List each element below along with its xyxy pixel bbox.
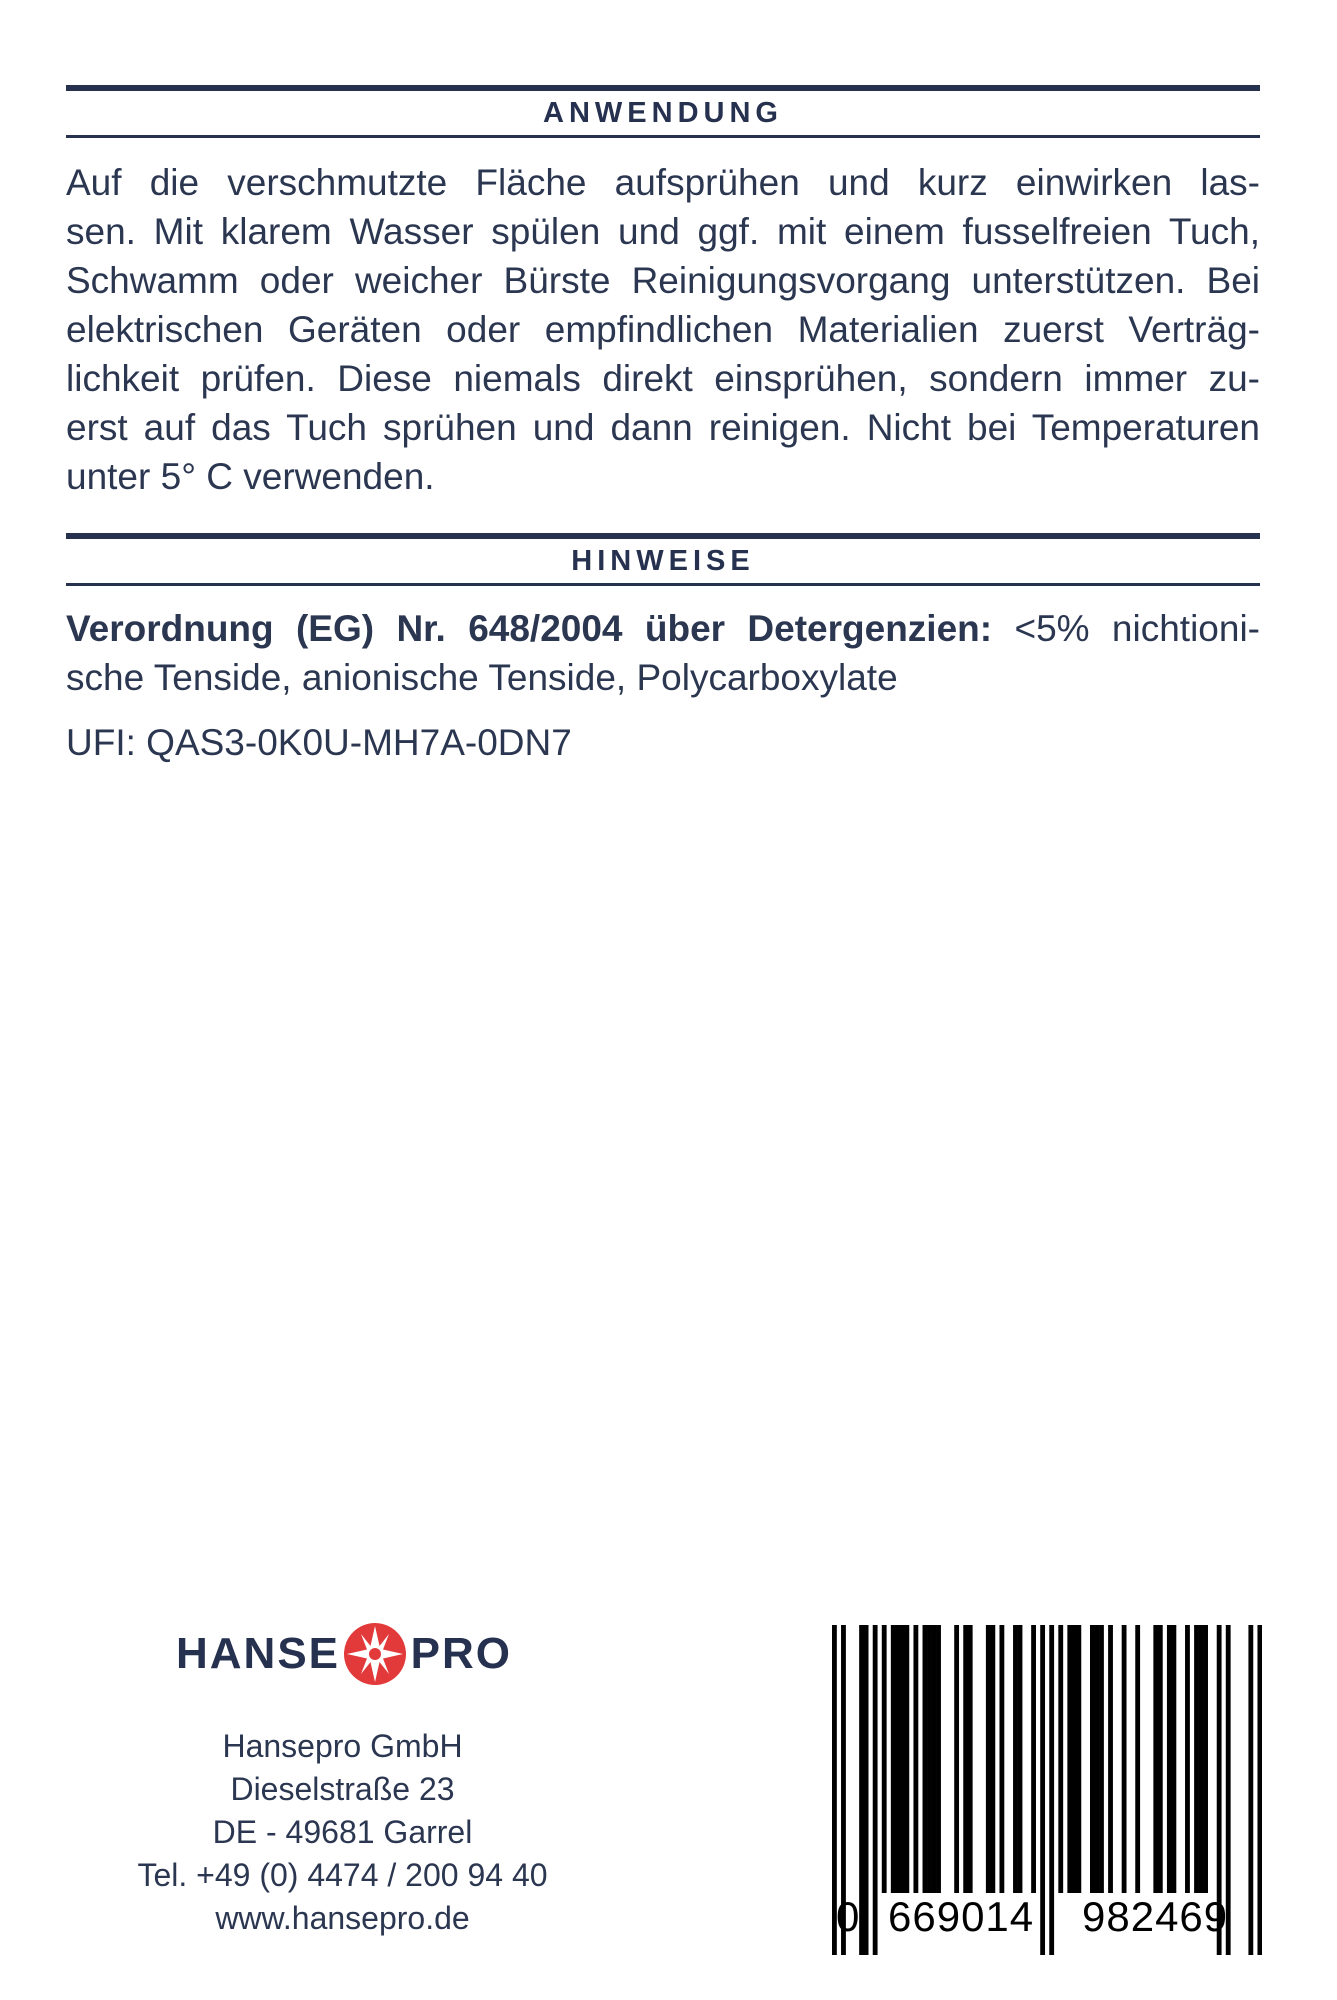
- barcode-bar: [932, 1625, 937, 1893]
- section-rule-bottom: [66, 135, 1260, 138]
- regulation-rest: <5% nichtioni-: [992, 608, 1260, 649]
- barcode-right-digits: 982469: [1082, 1893, 1229, 1940]
- barcode-bar: [936, 1625, 941, 1893]
- barcode-bar: [1013, 1625, 1018, 1893]
- company-phone: Tel. +49 (0) 4474 / 200 94 40: [137, 1857, 548, 1893]
- barcode-bar: [1122, 1625, 1127, 1893]
- anwendung-text: [66, 158, 1260, 501]
- hinweise-text: [66, 604, 1260, 702]
- barcode-bar: [954, 1625, 959, 1893]
- barcode-bar: [1171, 1625, 1176, 1893]
- barcode-bar: [1058, 1625, 1063, 1893]
- hinweise-heading: HINWEISE: [571, 545, 755, 577]
- barcode-bar: [859, 1625, 864, 1955]
- company-city: DE - 49681 Garrel: [212, 1814, 473, 1850]
- barcode-bar: [927, 1625, 932, 1893]
- barcode-bar: [999, 1625, 1004, 1893]
- barcode-bar: [1049, 1625, 1054, 1955]
- company-street: Dieselstraße 23: [230, 1771, 455, 1807]
- barcode-bar: [1185, 1625, 1190, 1893]
- regulation-label: Verordnung (EG) Nr. 648/2004 über Detergenzien:: [66, 608, 993, 649]
- barcode-bar: [1040, 1625, 1045, 1955]
- barcode-bar: [1095, 1625, 1100, 1893]
- barcode-bar: [904, 1625, 909, 1893]
- logo-word-left: HANSE: [176, 1629, 341, 1678]
- company-address: [100, 1725, 585, 1940]
- hinweise-section: [66, 533, 1260, 767]
- barcode-bar: [963, 1625, 968, 1893]
- anwendung-heading: ANWENDUNG: [543, 97, 783, 129]
- barcode-bar: [864, 1625, 869, 1955]
- company-name: Hansepro GmbH: [222, 1728, 463, 1764]
- text-line: Schwamm oder weicher Bürste Reinigungsvorgang unterstützen. Bei: [66, 260, 1260, 301]
- barcode-bar: [1248, 1625, 1253, 1955]
- barcode-bar: [1108, 1625, 1113, 1893]
- hansepro-logo: [176, 1624, 512, 1684]
- text-line: erst auf das Tuch sprühen und dann reinigen. Nicht bei Temperaturen: [66, 407, 1260, 448]
- barcode-bar: [990, 1625, 995, 1893]
- barcode-bar: [1167, 1625, 1172, 1893]
- logo-word-right: PRO: [410, 1629, 512, 1678]
- barcode-bar: [1135, 1625, 1140, 1893]
- text-line: elektrischen Geräten oder empfindlichen Materialien zuerst Verträg-: [66, 309, 1260, 350]
- barcode-left-digits: 669014: [888, 1893, 1035, 1940]
- text-line: lichkeit prüfen. Diese niemals direkt einsprühen, sondern immer zu-: [66, 358, 1260, 399]
- barcode-bar: [1018, 1625, 1023, 1893]
- barcode-bar: [891, 1625, 896, 1893]
- section-rule-bottom: [66, 583, 1260, 586]
- barcode-bar: [1257, 1625, 1262, 1955]
- regulation-line-2: sche Tenside, anionische Tenside, Polycarboxylate: [66, 657, 898, 698]
- regulation-line: [66, 604, 1260, 653]
- barcode-bar: [1194, 1625, 1199, 1893]
- company-website: www.hansepro.de: [215, 1900, 470, 1936]
- barcode-bar: [923, 1625, 928, 1893]
- barcode-bar: [873, 1625, 878, 1955]
- barcode-bar: [1090, 1625, 1095, 1893]
- barcode-bar: [1153, 1625, 1158, 1893]
- barcode-bar: [900, 1625, 905, 1893]
- barcode-bar: [968, 1625, 973, 1893]
- text-line: unter 5° C verwenden.: [66, 456, 435, 497]
- compass-star-icon: [343, 1622, 407, 1686]
- barcode-bar: [1158, 1625, 1163, 1893]
- text-line: Auf die verschmutzte Fläche aufsprühen und kurz einwirken las-: [66, 162, 1260, 203]
- barcode-bar: [1031, 1625, 1036, 1893]
- text-line: sen. Mit klarem Wasser spülen und ggf. mit einem fusselfreien Tuch,: [66, 211, 1260, 252]
- barcode-bar: [1067, 1625, 1072, 1893]
- anwendung-section: [66, 85, 1260, 501]
- barcode-bar: [882, 1625, 887, 1893]
- barcode-bar: [913, 1625, 918, 1893]
- barcode-bar: [986, 1625, 991, 1893]
- barcode-bar: [1072, 1625, 1077, 1893]
- barcode-bar: [1203, 1625, 1208, 1893]
- ufi-code: UFI: QAS3-0K0U-MH7A-0DN7: [66, 722, 572, 763]
- barcode-bar: [1099, 1625, 1104, 1893]
- barcode-bar: [1199, 1625, 1204, 1893]
- barcode-first-digit: 0: [836, 1893, 860, 1940]
- barcode-bar: [895, 1625, 900, 1893]
- barcode-bar: [1076, 1625, 1081, 1893]
